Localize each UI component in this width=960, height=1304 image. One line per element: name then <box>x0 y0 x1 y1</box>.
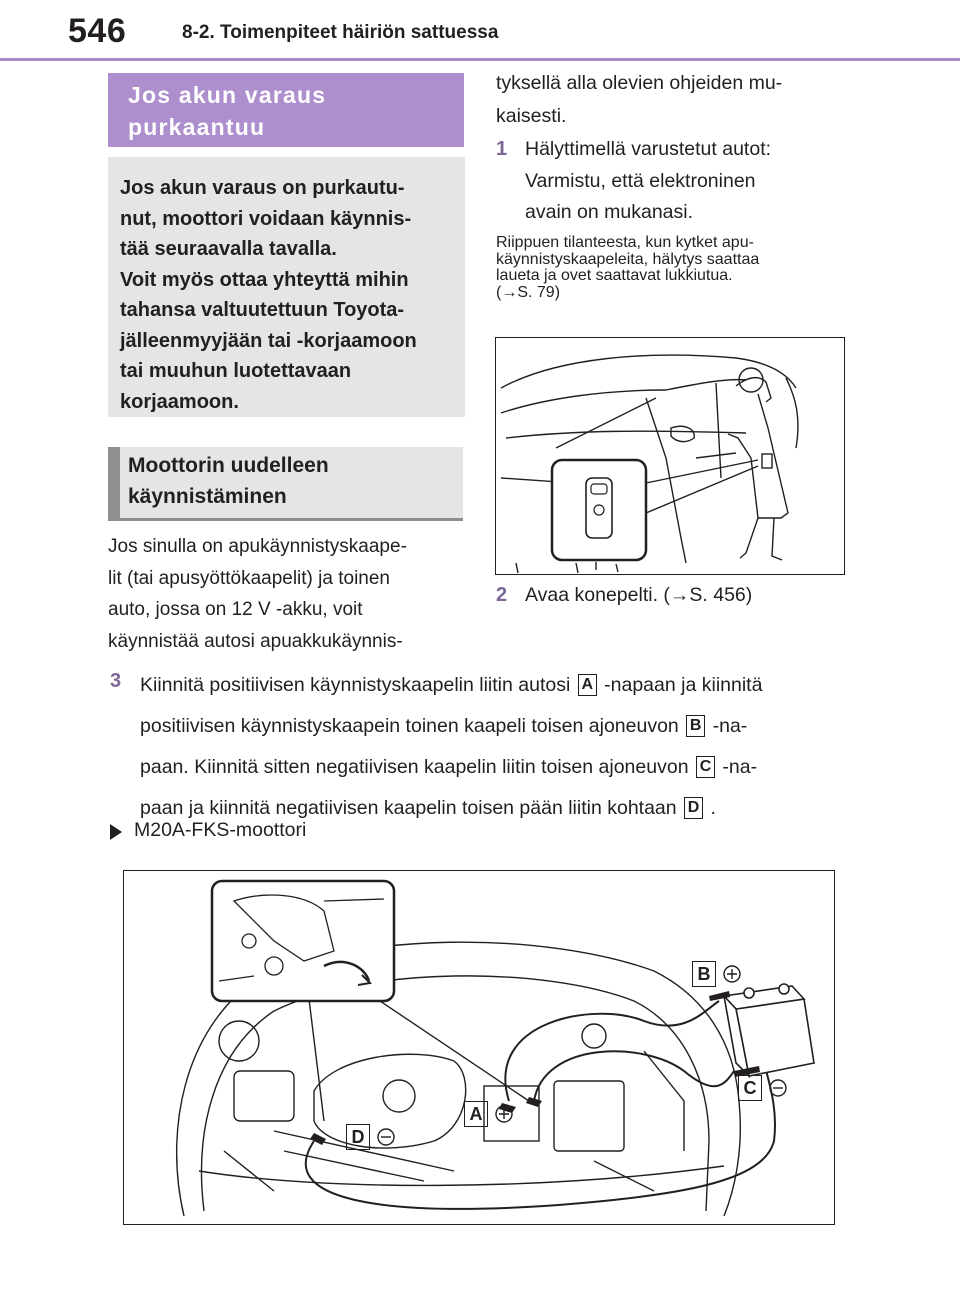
step-line: Avaa konepelti. (→S. 456) <box>525 584 753 606</box>
info-line: tää seuraavalla tavalla. <box>120 238 337 260</box>
plus-terminal-icon <box>722 964 742 984</box>
info-line: nut, moottori voidaan käynnis- <box>120 207 412 230</box>
info-line: tai muuhun luotettavaan <box>120 360 352 382</box>
step-number: 3 <box>110 670 122 692</box>
section-title: 8-2. Toimenpiteet häiriön sattuessa <box>182 22 499 43</box>
note-line: (→S. 79) <box>496 283 561 301</box>
step-number: 1 <box>496 138 508 160</box>
restart-heading <box>108 447 463 521</box>
step3-line: paan ja kiinnitä negatiivisen kaapelin toisen pään liitin kohtaan D . <box>140 797 716 819</box>
step-line: Varmistu, että elektroninen <box>525 169 756 192</box>
intro-line: Jos sinulla on apukäynnistyskaape- <box>108 536 407 557</box>
engine-bay-illustration <box>123 870 835 1225</box>
intro-line: käynnistää autosi apuakkukäynnis- <box>108 630 403 652</box>
note-line: käynnistyskaapeleita, hälytys saattaa <box>496 250 760 268</box>
heading-line: Jos akun varaus <box>128 82 327 108</box>
label-d: D <box>684 797 703 819</box>
info-line: korjaamoon. <box>120 390 239 413</box>
figure-label-c: C <box>736 1075 788 1101</box>
header-rule <box>0 58 960 61</box>
intro-paragraph <box>108 531 468 657</box>
step-number: 2 <box>496 584 508 606</box>
step-2 <box>496 580 856 612</box>
step3-line: Kiinnitä positiivisen käynnistyskaapelin liitin autosi A -napaan ja kiinnitä <box>140 674 763 696</box>
heading-line: Moottorin uudelleen <box>128 454 329 477</box>
key-illustration <box>495 337 845 575</box>
heading-line: käynnistäminen <box>128 485 287 508</box>
step3-line: paan. Kiinnitä sitten negatiivisen kaapelin liitin toisen ajoneuvon C -na- <box>140 756 758 778</box>
info-line: Jos akun varaus on purkautu- <box>120 177 405 199</box>
note-line: laueta ja ovet saattavat lukkiutua. <box>496 267 733 284</box>
step-3 <box>140 665 870 829</box>
step-line: avain on mukanasi. <box>525 201 694 223</box>
plus-terminal-icon <box>494 1104 514 1124</box>
heading-line: purkaantuu <box>128 114 266 140</box>
bullet-triangle-icon <box>110 824 122 840</box>
info-line: tahansa valtuutettuun Toyota- <box>120 299 405 321</box>
note-line: Riippuen tilanteesta, kun kytket apu- <box>496 234 754 251</box>
intro-line: auto, jossa on 12 V -akku, voit <box>108 599 363 620</box>
minus-terminal-icon <box>376 1127 396 1147</box>
info-box <box>108 157 465 417</box>
step-1 <box>496 134 856 229</box>
info-line: Voit myös ottaa yhteyttä mihin <box>120 268 409 291</box>
minus-terminal-icon <box>768 1078 788 1098</box>
engine-type: M20A-FKS-moottori <box>134 819 307 841</box>
car-door-key-drawing <box>496 338 843 573</box>
step3-line: positiivisen käynnistyskaapein toinen kaapeli toisen ajoneuvon B -na- <box>140 715 748 737</box>
page-number: 546 <box>68 12 127 50</box>
battery-discharged-heading <box>108 73 464 147</box>
info-line: jälleenmyyjään tai -korjaamoon <box>120 329 417 352</box>
label-c: C <box>696 756 715 778</box>
alarm-note <box>496 235 836 301</box>
figure-label-a: A <box>462 1101 514 1127</box>
cont-line: tyksellä alla olevien ohjeiden mu- <box>496 72 783 94</box>
continued-paragraph <box>496 67 856 133</box>
label-a: A <box>578 674 597 696</box>
figure-label-b: B <box>690 961 742 987</box>
cont-line: kaisesti. <box>496 105 567 127</box>
figure-label-d: D <box>344 1124 396 1150</box>
jump-start-drawing <box>124 871 833 1223</box>
step-line: Hälyttimellä varustetut autot: <box>525 138 772 160</box>
intro-line: lit (tai apusyöttökaapelit) ja toinen <box>108 567 390 589</box>
label-b: B <box>686 715 705 737</box>
